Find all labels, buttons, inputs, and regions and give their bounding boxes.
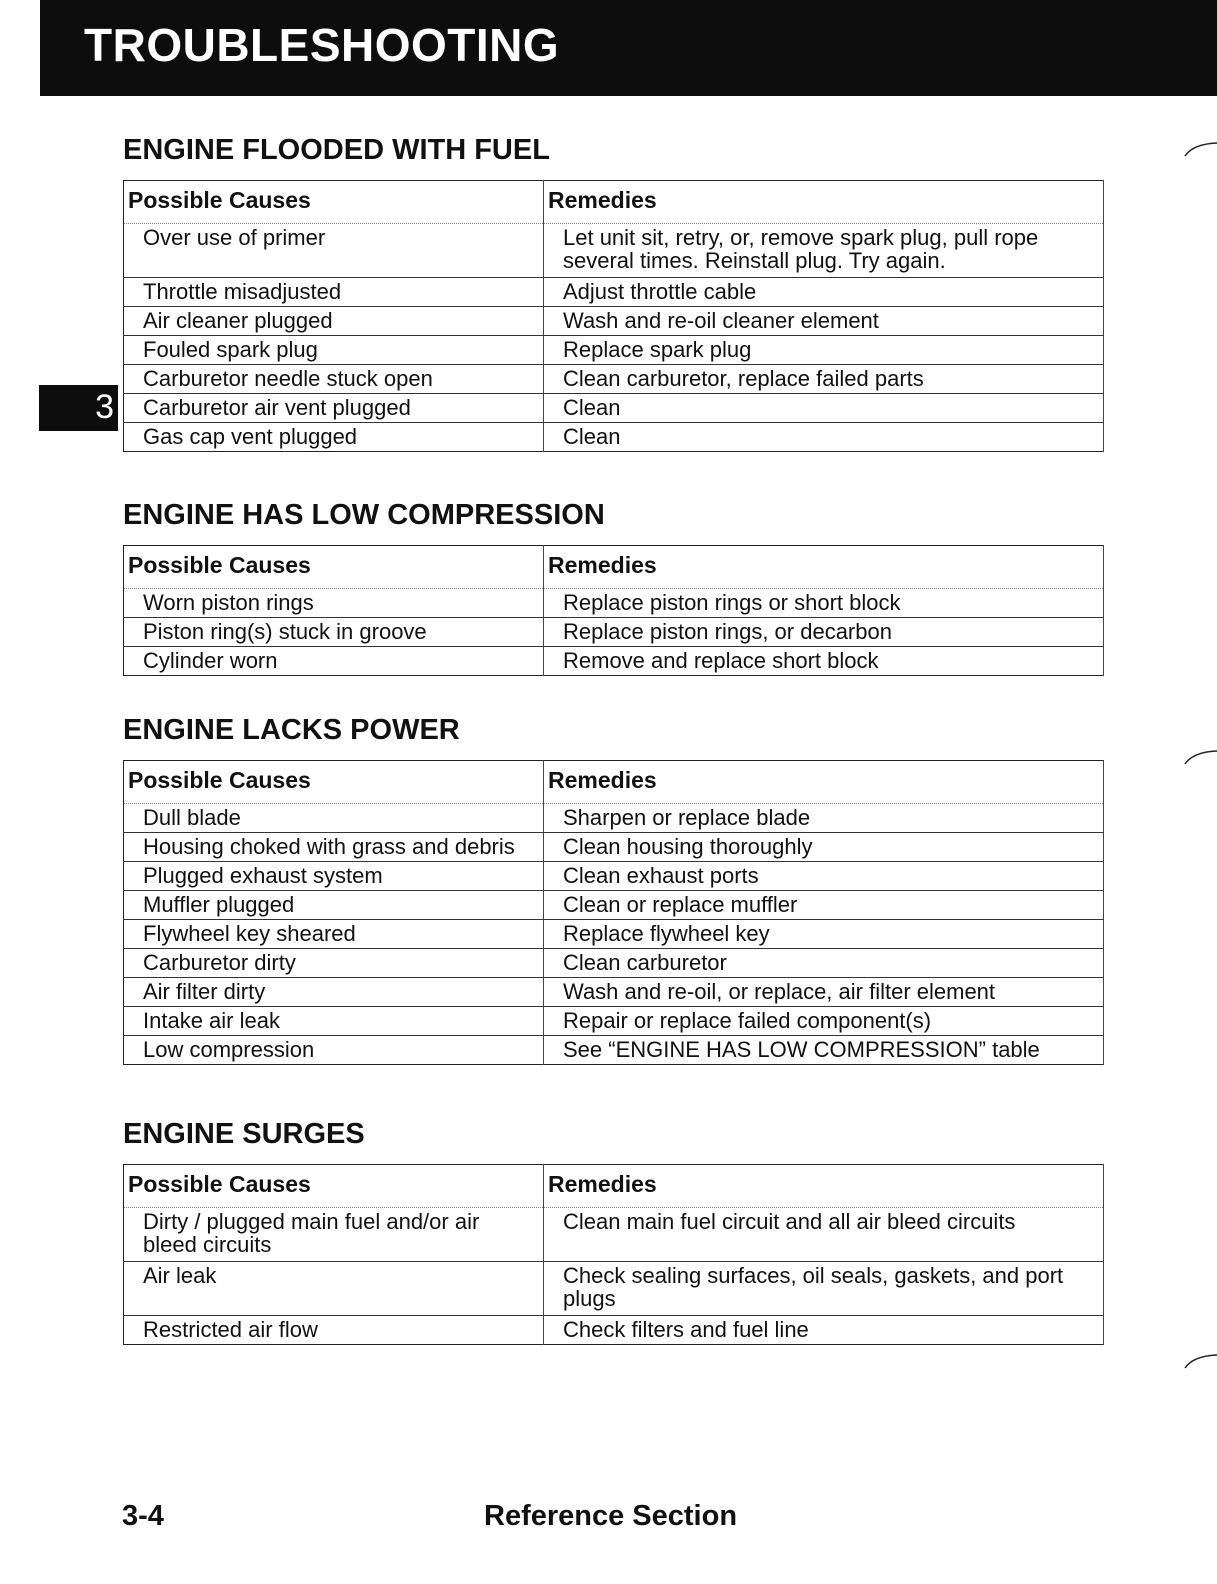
table-row bbox=[124, 862, 1104, 891]
cause-cell: Dirty / plugged main fuel and/or air bleed circuits bbox=[124, 1208, 544, 1262]
table-row bbox=[124, 1007, 1104, 1036]
section-engine-flooded bbox=[123, 136, 1103, 452]
section-low-compression bbox=[123, 501, 1103, 676]
cause-cell: Cylinder worn bbox=[124, 647, 544, 676]
remedy-cell: Check filters and fuel line bbox=[544, 1316, 1104, 1345]
cause-cell: Air leak bbox=[124, 1262, 544, 1316]
table-header-row bbox=[124, 1165, 1104, 1208]
remedy-cell: Wash and re-oil cleaner element bbox=[544, 307, 1104, 336]
section-title: ENGINE SURGES bbox=[123, 1118, 365, 1150]
table-row bbox=[124, 224, 1104, 278]
cause-cell: Flywheel key sheared bbox=[124, 920, 544, 949]
remedy-cell: Clean or replace muffler bbox=[544, 891, 1104, 920]
remedy-cell: Clean bbox=[544, 423, 1104, 452]
remedy-cell: Replace piston rings or short block bbox=[544, 589, 1104, 618]
column-header-causes: Possible Causes bbox=[124, 546, 544, 589]
remedy-cell: Clean carburetor, replace failed parts bbox=[544, 365, 1104, 394]
remedy-cell: Replace piston rings, or decarbon bbox=[544, 618, 1104, 647]
table-row bbox=[124, 336, 1104, 365]
cause-cell: Piston ring(s) stuck in groove bbox=[124, 618, 544, 647]
cause-cell: Restricted air flow bbox=[124, 1316, 544, 1345]
page-number: 3-4 bbox=[122, 1500, 164, 1532]
table-row bbox=[124, 978, 1104, 1007]
binding-mark-icon bbox=[1183, 1352, 1217, 1370]
table-row bbox=[124, 949, 1104, 978]
cause-cell: Throttle misadjusted bbox=[124, 278, 544, 307]
table-row bbox=[124, 647, 1104, 676]
table-row bbox=[124, 891, 1104, 920]
remedy-cell: Clean carburetor bbox=[544, 949, 1104, 978]
table-row bbox=[124, 618, 1104, 647]
troubleshooting-table bbox=[123, 545, 1104, 676]
remedy-cell: Let unit sit, retry, or, remove spark plug, pull rope several times. Reinstall plug. Try again. bbox=[544, 224, 1104, 278]
troubleshooting-table bbox=[123, 1164, 1104, 1345]
troubleshooting-table bbox=[123, 180, 1104, 452]
remedy-cell: Clean exhaust ports bbox=[544, 862, 1104, 891]
remedy-cell: Wash and re-oil, or replace, air filter element bbox=[544, 978, 1104, 1007]
section-title: ENGINE FLOODED WITH FUEL bbox=[123, 134, 550, 166]
table-row bbox=[124, 589, 1104, 618]
remedy-cell: Clean bbox=[544, 394, 1104, 423]
cause-cell: Low compression bbox=[124, 1036, 544, 1065]
section-title: ENGINE HAS LOW COMPRESSION bbox=[123, 499, 605, 531]
page-title: TROUBLESHOOTING bbox=[84, 19, 560, 71]
cause-cell: Intake air leak bbox=[124, 1007, 544, 1036]
table-row bbox=[124, 833, 1104, 862]
section-lacks-power bbox=[123, 716, 1103, 1065]
table-row bbox=[124, 365, 1104, 394]
table-row bbox=[124, 278, 1104, 307]
remedy-cell: See “ENGINE HAS LOW COMPRESSION” table bbox=[544, 1036, 1104, 1065]
column-header-causes: Possible Causes bbox=[124, 761, 544, 804]
cause-cell: Air cleaner plugged bbox=[124, 307, 544, 336]
column-header-remedies: Remedies bbox=[544, 181, 1104, 224]
cause-cell: Carburetor dirty bbox=[124, 949, 544, 978]
cause-cell: Fouled spark plug bbox=[124, 336, 544, 365]
cause-cell: Housing choked with grass and debris bbox=[124, 833, 544, 862]
section-engine-surges bbox=[123, 1120, 1103, 1345]
remedy-cell: Repair or replace failed component(s) bbox=[544, 1007, 1104, 1036]
cause-cell: Carburetor needle stuck open bbox=[124, 365, 544, 394]
chapter-tab bbox=[39, 385, 118, 431]
column-header-remedies: Remedies bbox=[544, 761, 1104, 804]
cause-cell: Worn piston rings bbox=[124, 589, 544, 618]
remedy-cell: Replace flywheel key bbox=[544, 920, 1104, 949]
column-header-remedies: Remedies bbox=[544, 1165, 1104, 1208]
table-header-row bbox=[124, 761, 1104, 804]
cause-cell: Air filter dirty bbox=[124, 978, 544, 1007]
table-row bbox=[124, 1036, 1104, 1065]
troubleshooting-table bbox=[123, 760, 1104, 1065]
remedy-cell: Remove and replace short block bbox=[544, 647, 1104, 676]
table-header-row bbox=[124, 181, 1104, 224]
remedy-cell: Check sealing surfaces, oil seals, gaskets, and port plugs bbox=[544, 1262, 1104, 1316]
column-header-causes: Possible Causes bbox=[124, 1165, 544, 1208]
cause-cell: Muffler plugged bbox=[124, 891, 544, 920]
table-row bbox=[124, 394, 1104, 423]
cause-cell: Dull blade bbox=[124, 804, 544, 833]
binding-mark-icon bbox=[1183, 140, 1217, 158]
table-row bbox=[124, 1316, 1104, 1345]
table-row bbox=[124, 804, 1104, 833]
table-row bbox=[124, 1208, 1104, 1262]
cause-cell: Over use of primer bbox=[124, 224, 544, 278]
remedy-cell: Clean housing thoroughly bbox=[544, 833, 1104, 862]
cause-cell: Gas cap vent plugged bbox=[124, 423, 544, 452]
remedy-cell: Replace spark plug bbox=[544, 336, 1104, 365]
footer-section-title: Reference Section bbox=[484, 1500, 738, 1532]
column-header-remedies: Remedies bbox=[544, 546, 1104, 589]
remedy-cell: Adjust throttle cable bbox=[544, 278, 1104, 307]
binding-mark-icon bbox=[1183, 748, 1217, 766]
table-header-row bbox=[124, 546, 1104, 589]
remedy-cell: Clean main fuel circuit and all air bleed circuits bbox=[544, 1208, 1104, 1262]
cause-cell: Carburetor air vent plugged bbox=[124, 394, 544, 423]
table-row bbox=[124, 920, 1104, 949]
cause-cell: Plugged exhaust system bbox=[124, 862, 544, 891]
table-row bbox=[124, 1262, 1104, 1316]
table-row bbox=[124, 307, 1104, 336]
column-header-causes: Possible Causes bbox=[124, 181, 544, 224]
chapter-number: 3 bbox=[95, 388, 114, 426]
table-row bbox=[124, 423, 1104, 452]
section-title: ENGINE LACKS POWER bbox=[123, 714, 460, 746]
remedy-cell: Sharpen or replace blade bbox=[544, 804, 1104, 833]
